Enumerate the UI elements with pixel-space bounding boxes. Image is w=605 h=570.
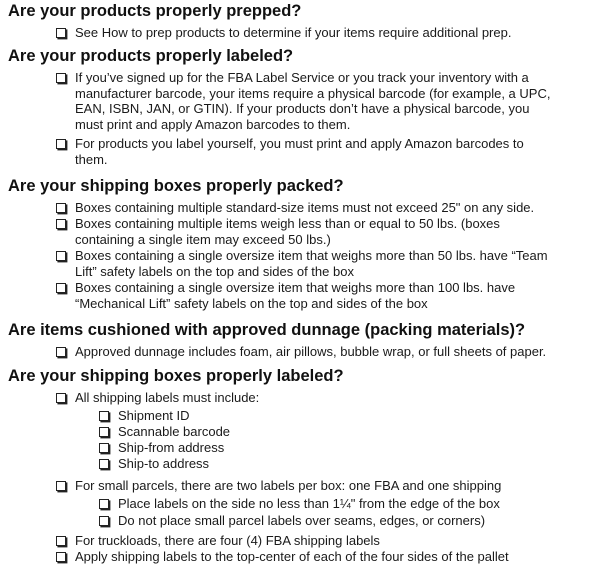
item-text: Ship-from address	[118, 440, 225, 455]
checkbox-icon	[99, 411, 109, 421]
checkbox-icon	[99, 516, 109, 526]
section-heading-boxes-labeled: Are your shipping boxes properly labeled?	[8, 367, 344, 385]
item-text: Boxes containing a single oversize item that weighs more than 50 lbs. have “Team Lift” safety labels on the top and sides of the box	[75, 248, 548, 279]
checkbox-icon	[56, 283, 66, 293]
checkbox-icon	[56, 203, 66, 213]
item-text: For products you label yourself, you must print and apply Amazon barcodes to them.	[75, 136, 524, 167]
checkbox-icon	[56, 73, 66, 83]
checkbox-icon	[56, 219, 66, 229]
item-text: If you’ve signed up for the FBA Label Service or you track your inventory with a manufacturer barcode, your items require a physical barcode (for example, a UPC, EAN, ISBN, JAN, or GTIN). If your products don’t have a physical barcode, you must print and apply Amazon barcodes to them.	[75, 70, 551, 132]
item-text: Boxes containing multiple items weigh less than or equal to 50 lbs. (boxes containing a single item may exceed 50 lbs.)	[75, 216, 500, 247]
item-text: Boxes containing multiple standard-size items must not exceed 25" on any side.	[75, 200, 535, 215]
item-text: For small parcels, there are two labels per box: one FBA and one shipping	[75, 478, 502, 493]
checkbox-icon	[56, 552, 66, 562]
checkbox-icon	[56, 28, 66, 38]
item-text: For truckloads, there are four (4) FBA shipping labels	[75, 533, 380, 548]
checkbox-icon	[56, 139, 66, 149]
section-heading-packed: Are your shipping boxes properly packed?	[8, 177, 344, 195]
item-text: Approved dunnage includes foam, air pillows, bubble wrap, or full sheets of paper.	[75, 344, 547, 359]
item-text: Scannable barcode	[118, 424, 231, 439]
item-text: Shipment ID	[118, 408, 190, 423]
checkbox-icon	[99, 499, 109, 509]
checkbox-icon	[99, 459, 109, 469]
checkbox-icon	[56, 347, 66, 357]
checkbox-icon	[56, 481, 66, 491]
item-text: See How to prep products to determine if your items require additional prep.	[75, 25, 512, 40]
item-text: Do not place small parcel labels over seams, edges, or corners)	[118, 513, 486, 528]
section-heading-dunnage: Are items cushioned with approved dunnage (packing materials)?	[8, 321, 526, 339]
item-text: Ship-to address	[118, 456, 210, 471]
item-text: Place labels on the side no less than 1¼" from the edge of the box	[118, 496, 500, 511]
checkbox-icon	[56, 251, 66, 261]
section-heading-labeled: Are your products properly labeled?	[8, 47, 294, 65]
checkbox-icon	[56, 536, 66, 546]
item-text: Apply shipping labels to the top-center of each of the four sides of the pallet	[75, 549, 509, 564]
checkbox-icon	[99, 427, 109, 437]
item-text: Boxes containing a single oversize item that weighs more than 100 lbs. have “Mechanical Lift” safety labels on the top and sides of the box	[75, 280, 516, 311]
checkbox-icon	[99, 443, 109, 453]
item-text: All shipping labels must include:	[75, 390, 260, 405]
section-heading-prepped: Are your products properly prepped?	[8, 2, 302, 20]
checkbox-icon	[56, 393, 66, 403]
